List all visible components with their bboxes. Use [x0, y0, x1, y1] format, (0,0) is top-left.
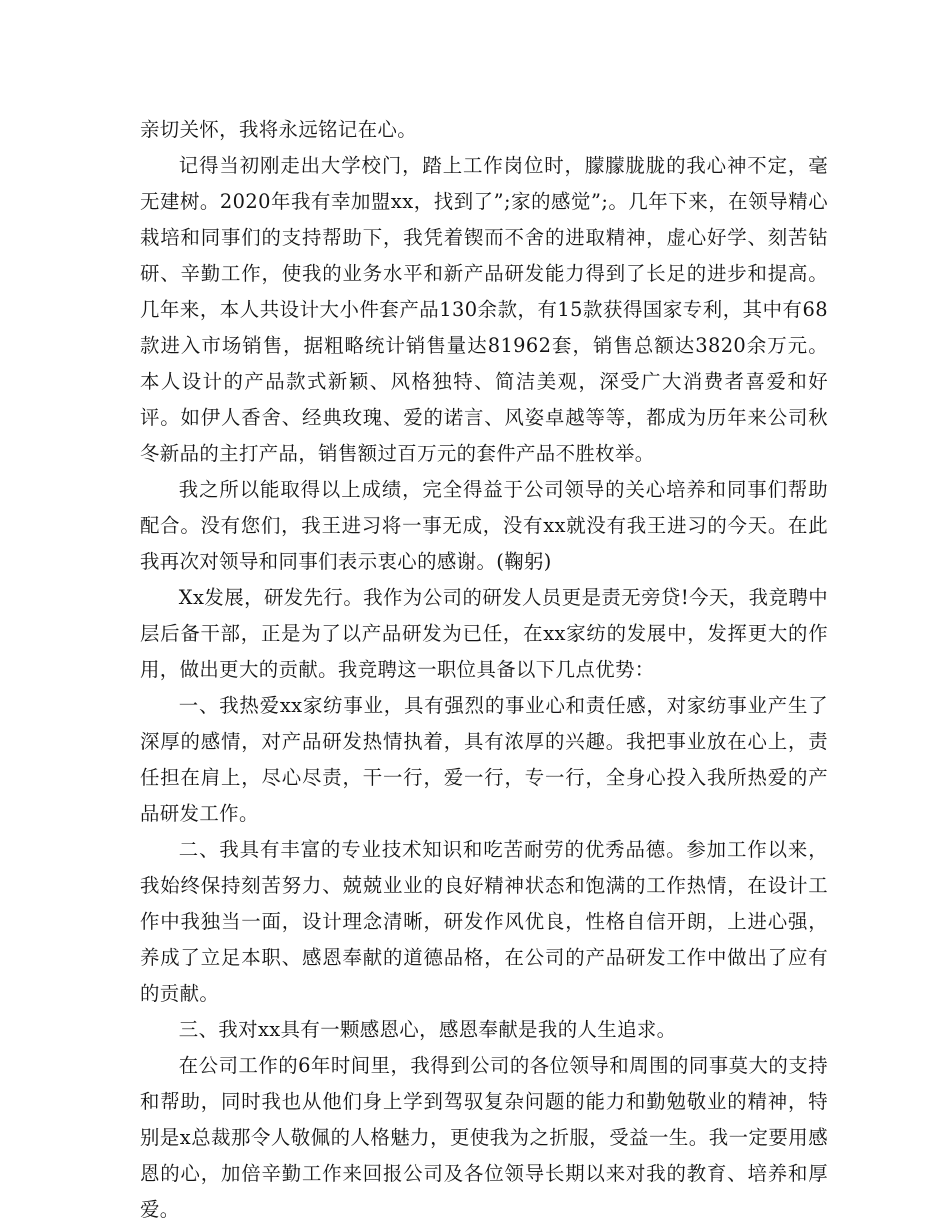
- paragraph-gratitude: 我之所以能取得以上成绩，完全得益于公司领导的关心培养和同事们帮助配合。没有您们，我王进习将一事无成，没有xx就没有我王进习的今天。在此我再次对领导和同事们表示衷心的感谢。(鞠躬): [140, 478, 828, 573]
- paragraph-strength-three: 三、我对xx具有一颗感恩心，感恩奉献是我的人生追求。: [178, 1018, 677, 1041]
- paragraph-continued: 亲切关怀，我将永远铭记在心。: [140, 118, 418, 141]
- document-body: [140, 112, 828, 1228]
- paragraph-candidacy: Xx发展，研发先行。我作为公司的研发人员更是责无旁贷!今天，我竞聘中层后备干部，正是为了以产品研发为已任，在xx家纺的发展中，发挥更大的作用，做出更大的贡献。我竞聘这一职位具备以下几点优势：: [140, 586, 828, 681]
- paragraph-strength-one: 一、我热爱xx家纺事业，具有强烈的事业心和责任感，对家纺事业产生了深厚的感情，对产品研发热情执着，具有浓厚的兴趣。我把事业放在心上，责任担在肩上，尽心尽责，干一行，爱一行，专一行，全身心投入我所热爱的产品研发工作。: [140, 694, 828, 825]
- paragraph-strength-two: 二、我具有丰富的专业技术知识和吃苦耐劳的优秀品德。参加工作以来，我始终保持刻苦努力、兢兢业业的良好精神状态和饱满的工作热情，在设计工作中我独当一面，设计理念清晰，研发作风优良，性格自信开朗，上进心强，养成了立足本职、感恩奉献的道德品格，在公司的产品研发工作中做出了应有的贡献。: [140, 838, 828, 1005]
- paragraph-six-years: 在公司工作的6年时间里，我得到公司的各位领导和周围的同事莫大的支持和帮助，同时我也从他们身上学到驾驭复杂问题的能力和勤勉敬业的精神，特别是x总裁那令人敬佩的人格魅力，更使我为之折服，受益一生。我一定要用感恩的心，加倍辛勤工作来回报公司及各位领导长期以来对我的教育、培养和厚爱。: [140, 1054, 828, 1221]
- paragraph-joining-company: 记得当初刚走出大学校门，踏上工作岗位时，朦朦胧胧的我心神不定，毫无建树。2020年我有幸加盟xx，找到了”;家的感觉”;。几年下来，在领导精心栽培和同事们的支持帮助下，我凭着锲而不舍的进取精神，虚心好学、刻苦钻研、辛勤工作，使我的业务水平和新产品研发能力得到了长足的进步和提高。几年来，本人共设计大小件套产品130余款，有15款获得国家专利，其中有68款进入市场销售，据粗略统计销售量达81962套，销售总额达3820余万元。本人设计的产品款式新颖、风格独特、简洁美观，深受广大消费者喜爱和好评。如伊人香舍、经典玫瑰、爱的诺言、风姿卓越等等，都成为历年来公司秋冬新品的主打产品，销售额过百万元的套件产品不胜枚举。: [140, 154, 828, 465]
